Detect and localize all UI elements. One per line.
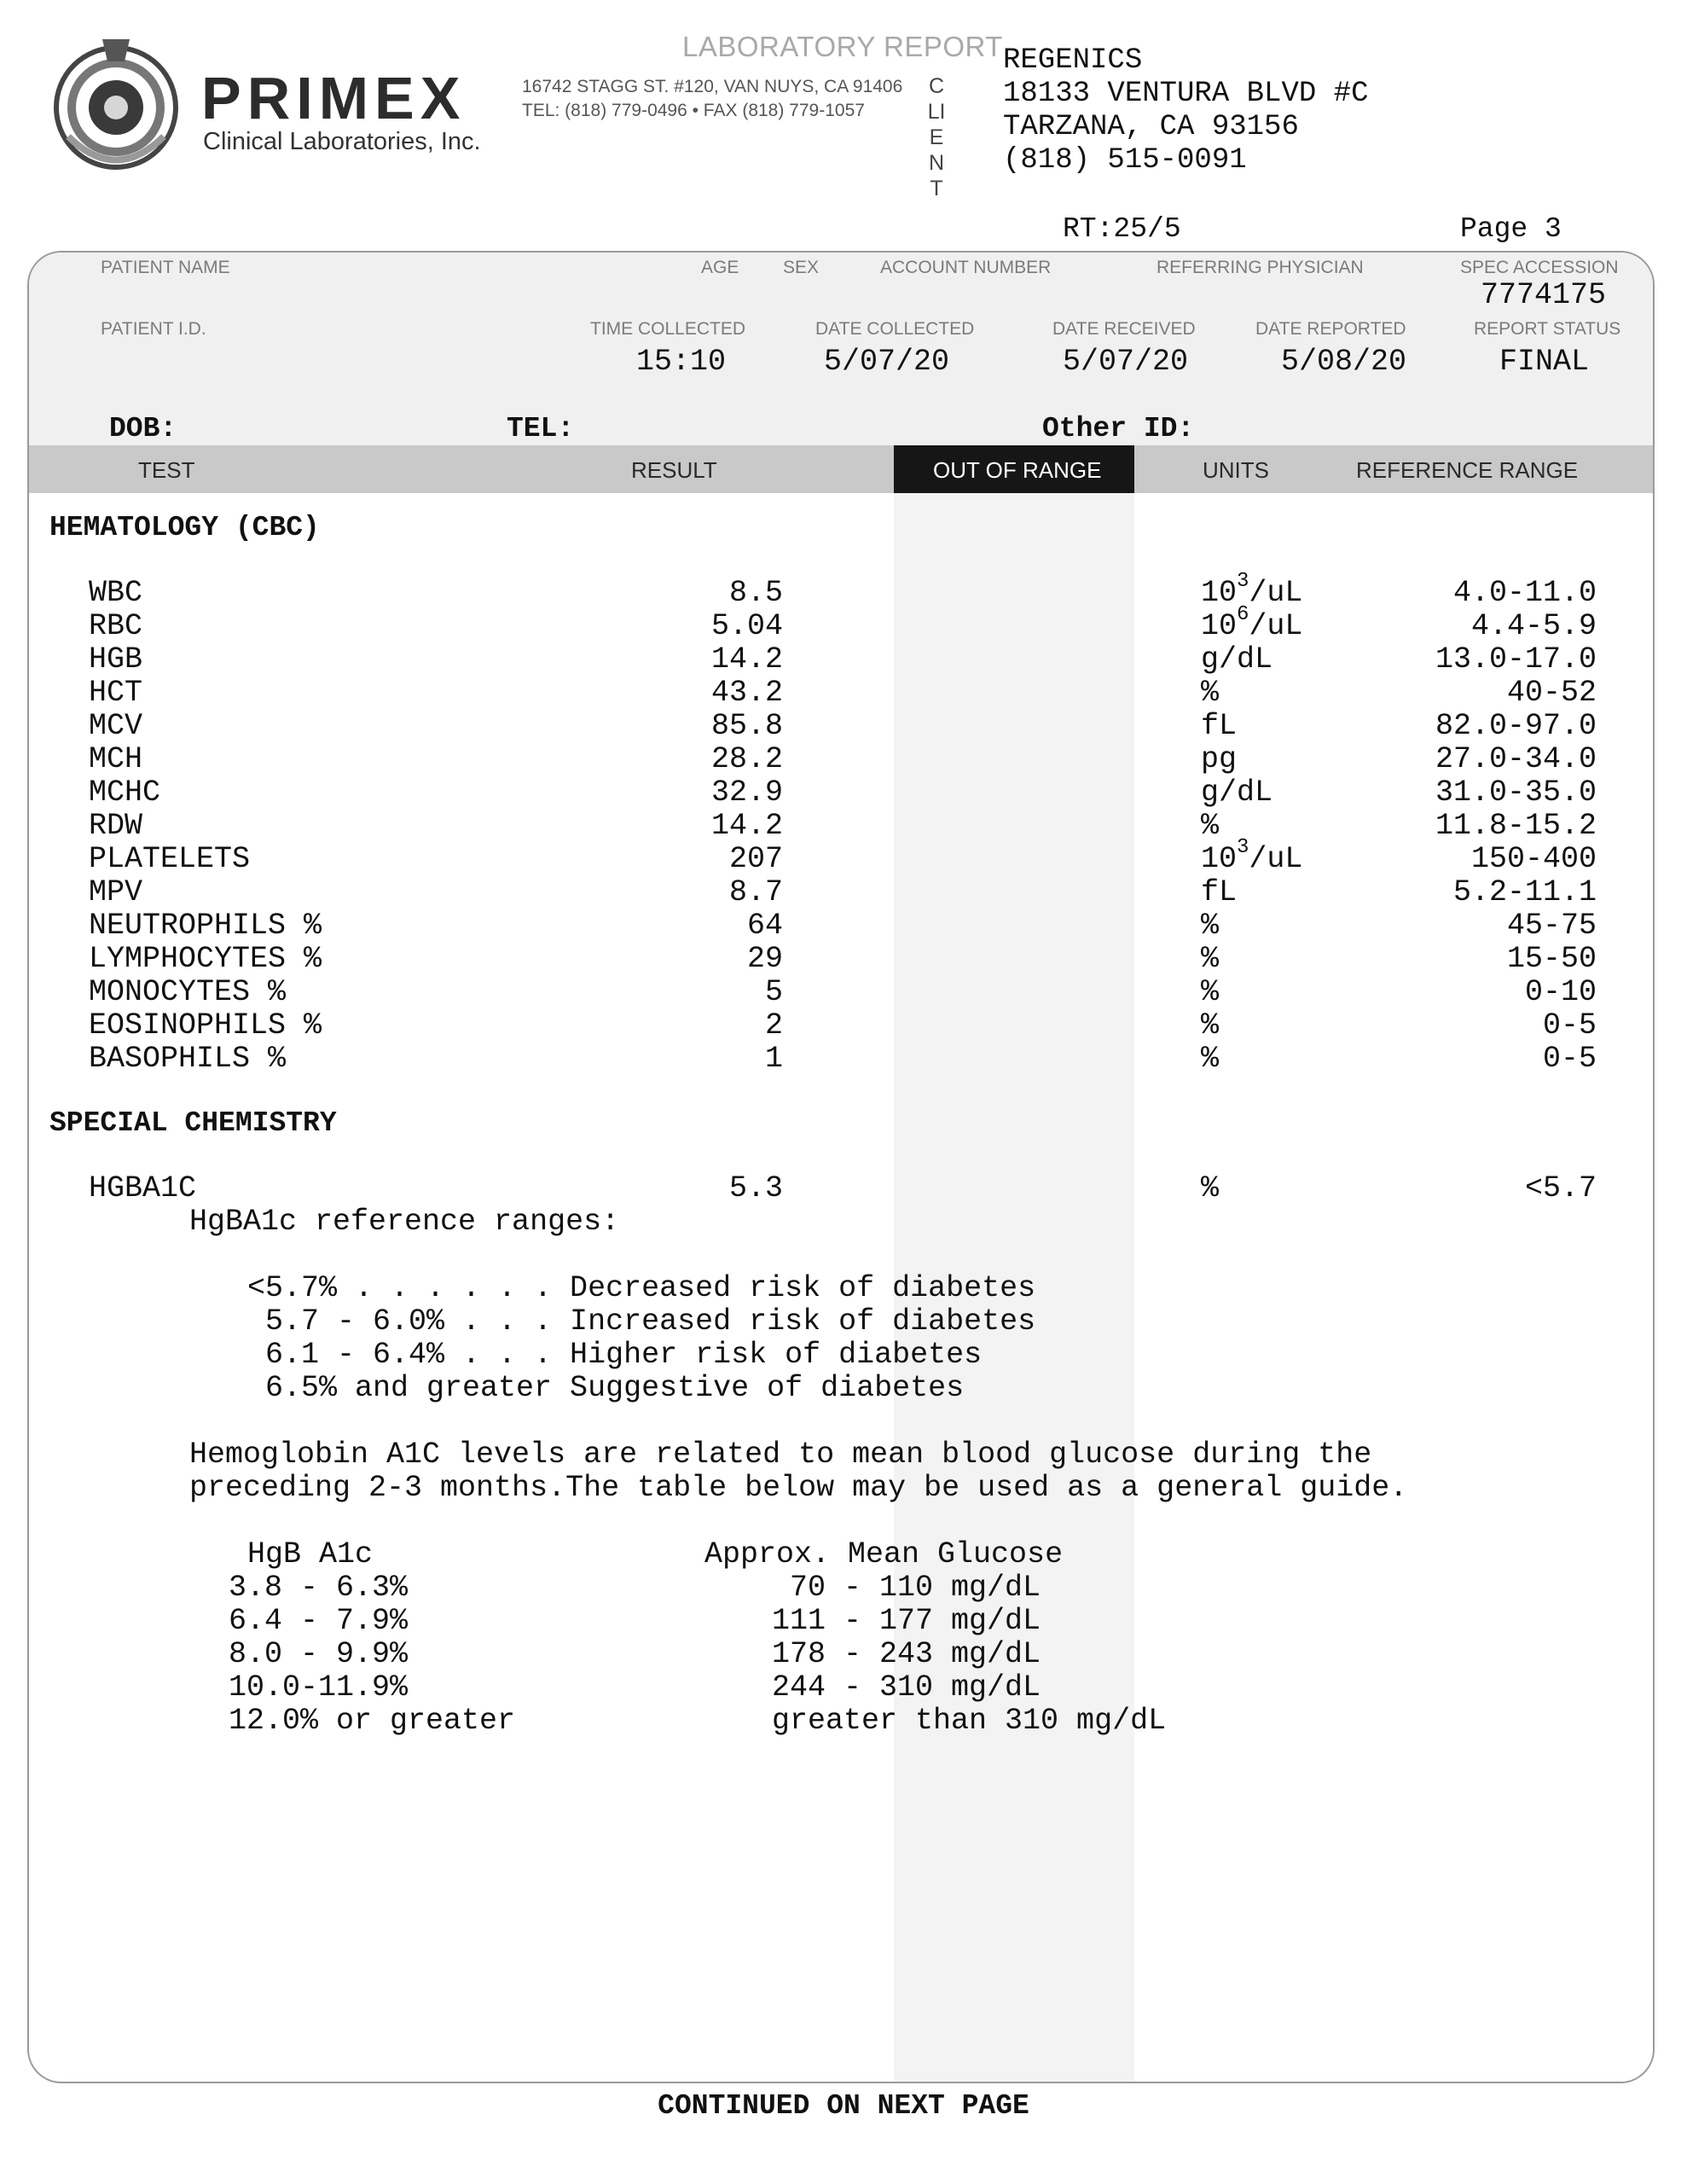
test-reference-range: 40-52: [1506, 676, 1597, 710]
glucose-table-glucose: 178 - 243 mg/dL: [754, 1637, 1041, 1671]
test-reference-range: 0-5: [1542, 1042, 1597, 1076]
test-reference-range: 13.0-17.0: [1435, 642, 1597, 677]
test-reference-range: 31.0-35.0: [1435, 775, 1597, 810]
tel-label: TEL:: [507, 413, 575, 444]
test-name: WBC: [89, 576, 143, 610]
table-row: [0, 943, 1687, 976]
unit-suffix: /uL: [1249, 842, 1303, 876]
test-result: 1: [764, 1042, 783, 1076]
test-unit: %: [1201, 1008, 1220, 1043]
unit-base: 10: [1201, 576, 1238, 610]
reference-range-column-header: REFERENCE RANGE: [1356, 457, 1579, 483]
a1c-note-line: Hemoglobin A1C levels are related to mean blood glucose during the: [189, 1438, 1372, 1472]
test-reference-range: 150-400: [1470, 842, 1597, 876]
test-name: NEUTROPHILS %: [89, 909, 322, 943]
test-unit: [1201, 836, 1303, 876]
hgba1c-ref-range: 6.1 - 6.4% . . . Higher risk of diabetes: [247, 1338, 983, 1372]
test-unit: [1201, 570, 1303, 610]
test-name: RDW: [89, 809, 143, 843]
test-unit: pg: [1201, 742, 1238, 776]
hgba1c-ref-range: 6.5% and greater Suggestive of diabetes: [247, 1371, 965, 1405]
test-result: 14.2: [710, 642, 783, 677]
test-unit: %: [1201, 1171, 1220, 1205]
date-received-label: DATE RECEIVED: [1052, 319, 1196, 339]
glucose-table-a1c: 12.0% or greater: [229, 1704, 516, 1738]
table-row: [0, 643, 1687, 677]
test-result: 32.9: [710, 775, 783, 810]
client-name: REGENICS: [1003, 44, 1143, 77]
test-name: MCH: [89, 742, 143, 776]
other-id-label: Other ID:: [1042, 413, 1195, 444]
test-unit: fL: [1201, 709, 1238, 743]
test-reference-range: <5.7: [1524, 1171, 1597, 1205]
test-reference-range: 82.0-97.0: [1435, 709, 1597, 743]
age-label: AGE: [701, 258, 739, 277]
test-unit: %: [1201, 909, 1220, 943]
test-name: BASOPHILS %: [89, 1042, 287, 1076]
glucose-table-a1c: 10.0-11.9%: [229, 1670, 409, 1705]
glucose-table-a1c: 3.8 - 6.3%: [229, 1571, 409, 1605]
test-reference-range: 4.4-5.9: [1470, 609, 1597, 643]
table-row: [0, 836, 1687, 876]
client-street: 18133 VENTURA BLVD #C: [1003, 78, 1369, 110]
test-name: MONOCYTES %: [89, 975, 287, 1009]
test-name: HGB: [89, 642, 143, 677]
test-unit: %: [1201, 676, 1220, 710]
report-status-label: REPORT STATUS: [1474, 319, 1621, 339]
test-name: MCHC: [89, 775, 161, 810]
patient-name-label: PATIENT NAME: [101, 258, 230, 277]
test-name: EOSINOPHILS %: [89, 1008, 322, 1043]
spec-accession-value: 7774175: [1481, 278, 1607, 312]
table-row: [0, 909, 1687, 943]
test-unit: [1201, 603, 1303, 643]
table-row: [0, 1043, 1687, 1076]
glucose-table-glucose: 70 - 110 mg/dL: [754, 1571, 1041, 1605]
test-unit: %: [1201, 975, 1220, 1009]
test-reference-range: 0-5: [1542, 1008, 1597, 1043]
glucose-table-a1c: 8.0 - 9.9%: [229, 1637, 409, 1671]
primex-logo-icon: [51, 34, 181, 176]
lab-name: PRIMEX: [201, 65, 467, 131]
test-reference-range: 4.0-11.0: [1452, 576, 1597, 610]
unit-base: 10: [1201, 842, 1238, 876]
table-row: [0, 810, 1687, 843]
table-row: [0, 976, 1687, 1009]
test-unit: %: [1201, 942, 1220, 976]
test-name: MCV: [89, 709, 143, 743]
client-label: CLIENT: [927, 74, 946, 200]
test-name: RBC: [89, 609, 143, 643]
unit-exponent: 3: [1237, 570, 1249, 593]
hgba1c-ref-range: 5.7 - 6.0% . . . Increased risk of diabetes: [247, 1304, 1036, 1339]
test-result: 5.04: [710, 609, 783, 643]
hgba1c-ref-range: <5.7% . . . . . . Decreased risk of diabetes: [247, 1271, 1036, 1305]
out-of-range-column-header: OUT OF RANGE: [933, 457, 1102, 483]
test-name: HGBA1C: [89, 1171, 197, 1205]
test-result: 14.2: [710, 809, 783, 843]
glucose-table-a1c: 6.4 - 7.9%: [229, 1604, 409, 1638]
table-row: [0, 743, 1687, 776]
unit-exponent: 6: [1237, 603, 1249, 626]
table-row: [0, 1172, 1687, 1205]
test-name: PLATELETS: [89, 842, 251, 876]
test-reference-range: 45-75: [1506, 909, 1597, 943]
unit-exponent: 3: [1237, 836, 1249, 859]
test-result: 43.2: [710, 676, 783, 710]
test-reference-range: 27.0-34.0: [1435, 742, 1597, 776]
time-collected-value: 15:10: [636, 345, 727, 379]
hematology-section-title: HEMATOLOGY (CBC): [49, 512, 320, 543]
route-code: RT:25/5: [1063, 213, 1181, 245]
test-result: 85.8: [710, 709, 783, 743]
dob-label: DOB:: [109, 413, 177, 444]
test-reference-range: 5.2-11.1: [1452, 875, 1597, 909]
lab-address: 16742 STAGG ST. #120, VAN NUYS, CA 91406: [522, 77, 903, 96]
test-reference-range: 11.8-15.2: [1435, 809, 1597, 843]
test-unit: %: [1201, 1042, 1220, 1076]
glucose-table-a1c-header: HgB A1c: [247, 1537, 374, 1571]
date-collected-value: 5/07/20: [824, 345, 950, 379]
date-reported-value: 5/08/20: [1281, 345, 1407, 379]
table-row: [0, 570, 1687, 610]
test-unit: fL: [1201, 875, 1238, 909]
table-row: [0, 776, 1687, 810]
date-reported-label: DATE REPORTED: [1255, 319, 1406, 339]
table-row: [0, 876, 1687, 909]
time-collected-label: TIME COLLECTED: [590, 319, 746, 339]
test-column-header: TEST: [138, 457, 195, 483]
glucose-table-glucose: 111 - 177 mg/dL: [754, 1604, 1041, 1638]
sex-label: SEX: [783, 258, 820, 277]
table-row: [0, 603, 1687, 643]
glucose-table-glucose: greater than 310 mg/dL: [754, 1704, 1167, 1738]
test-name: MPV: [89, 875, 143, 909]
special-chemistry-section-title: SPECIAL CHEMISTRY: [49, 1107, 337, 1139]
referring-physician-label: REFERRING PHYSICIAN: [1157, 258, 1364, 277]
continued-footer: CONTINUED ON NEXT PAGE: [658, 2090, 1029, 2122]
test-result: 29: [746, 942, 783, 976]
test-result: 207: [728, 842, 783, 876]
test-result: 5.3: [728, 1171, 783, 1205]
spec-accession-label: SPEC ACCESSION: [1460, 258, 1619, 277]
glucose-table-glucose: 244 - 310 mg/dL: [754, 1670, 1041, 1705]
unit-suffix: /uL: [1249, 609, 1303, 643]
test-unit: g/dL: [1201, 642, 1273, 677]
report-status-value: FINAL: [1499, 345, 1590, 379]
lab-subtitle: Clinical Laboratories, Inc.: [203, 128, 481, 155]
units-column-header: UNITS: [1203, 457, 1269, 483]
hgba1c-ref-heading: HgBA1c reference ranges:: [189, 1205, 620, 1239]
unit-base: 10: [1201, 609, 1238, 643]
test-reference-range: 15-50: [1506, 942, 1597, 976]
glucose-table-glucose-header: Approx. Mean Glucose: [704, 1537, 1064, 1571]
page-number: Page 3: [1460, 213, 1562, 245]
test-unit: %: [1201, 809, 1220, 843]
test-result: 8.5: [728, 576, 783, 610]
account-number-label: ACCOUNT NUMBER: [880, 258, 1052, 277]
result-column-header: RESULT: [631, 457, 717, 483]
test-result: 8.7: [728, 875, 783, 909]
lab-phone: TEL: (818) 779-0496 • FAX (818) 779-1057: [522, 101, 865, 120]
date-collected-label: DATE COLLECTED: [815, 319, 975, 339]
table-row: [0, 710, 1687, 743]
test-reference-range: 0-10: [1524, 975, 1597, 1009]
table-row: [0, 1009, 1687, 1043]
test-name: HCT: [89, 676, 143, 710]
test-result: 2: [764, 1008, 783, 1043]
date-received-value: 5/07/20: [1063, 345, 1189, 379]
test-unit: g/dL: [1201, 775, 1273, 810]
test-result: 64: [746, 909, 783, 943]
test-result: 28.2: [710, 742, 783, 776]
patient-id-label: PATIENT I.D.: [101, 319, 206, 339]
table-row: [0, 677, 1687, 710]
test-result: 5: [764, 975, 783, 1009]
client-city: TARZANA, CA 93156: [1003, 111, 1299, 143]
report-title: LABORATORY REPORT: [682, 31, 1003, 62]
unit-suffix: /uL: [1249, 576, 1303, 610]
client-phone: (818) 515-0091: [1003, 144, 1247, 177]
a1c-note-line: preceding 2-3 months.The table below may be used as a general guide.: [189, 1471, 1408, 1505]
test-name: LYMPHOCYTES %: [89, 942, 322, 976]
